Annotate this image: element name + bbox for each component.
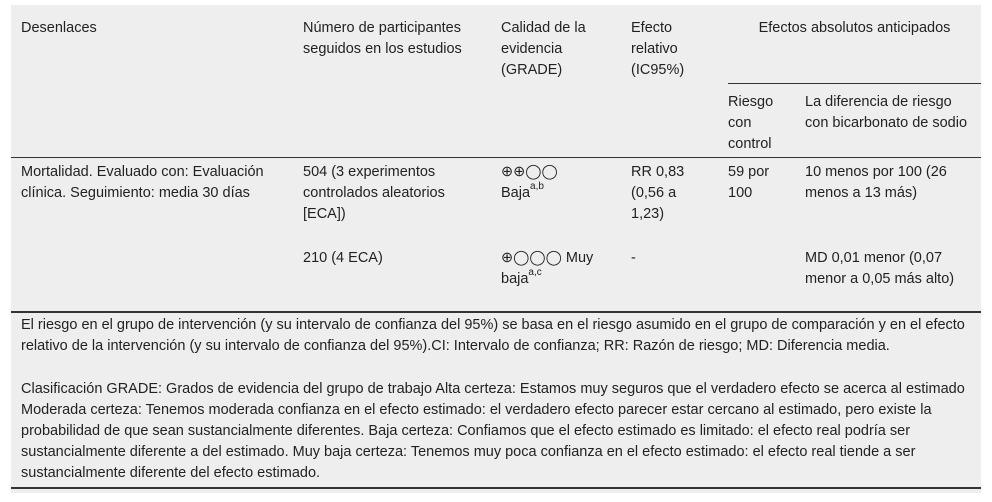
- header-outcomes: Desenlaces: [21, 20, 97, 36]
- row2-quality-label: Muy baja: [501, 250, 594, 287]
- subheader-divider: [728, 83, 981, 84]
- row1-quality-footnote: a,b: [530, 181, 544, 193]
- footnote-risk: El riesgo en el grupo de intervención (y su intervalo de confianza del 95%) se basa en el riesgo asumido en el grupo de comparación y en el efecto relativo de la intervención (y su intervalo de confianza del 95%).CI: Intervalo de confianza; RR: Razón de riesgo; MD: Diferencia media.: [21, 317, 965, 354]
- row2-participants: 210 (4 ECA): [303, 250, 383, 266]
- row1-relative-effect: RR 0,83 (0,56 a 1,23): [631, 164, 685, 222]
- header-quality: Calidad de la evidencia (GRADE): [501, 20, 586, 78]
- header-control-risk: Riesgo con control: [728, 94, 774, 152]
- row2-quality-footnote: a,c: [528, 267, 542, 279]
- header-relative-effect: Efecto relativo (IC95%): [631, 20, 685, 78]
- row1-risk-difference: 10 menos por 100 (26 menos a 13 más): [805, 164, 947, 201]
- row1-control-risk: 59 por 100: [728, 164, 770, 201]
- row1-outcome: Mortalidad. Evaluado con: Evaluación clínica. Seguimiento: media 30 días: [21, 164, 264, 201]
- row2-quality: [501, 248, 601, 290]
- footer-divider: [11, 487, 981, 489]
- header-participants: Número de participantes seguidos en los estudios: [303, 20, 462, 57]
- header-absolute-effects: Efectos absolutos anticipados: [758, 20, 951, 36]
- row1-quality: [501, 162, 611, 204]
- row1-participants: 504 (3 experimentos controlados aleatorios [ECA]): [303, 164, 445, 222]
- row2-risk-difference: MD 0,01 menor (0,07 menor a 0,05 más alto): [805, 250, 955, 287]
- header-divider: [11, 157, 981, 158]
- row1-quality-symbols: ⊕⊕◯◯: [501, 164, 558, 180]
- row1-quality-text: [501, 183, 611, 204]
- evidence-table: [11, 5, 981, 493]
- footnote-grade: Clasificación GRADE: Grados de evidencia del grupo de trabajo Alta certeza: Estamos muy seguros que el verdadero efecto se acerca al estimado Moderada certeza: Tenemos moderada confianza en el efecto estimado: el verdadero efecto parecer estar cercano al estimado, pero existe la probabilidad de que sean sustancialmente diferentes. Baja certeza: Confiamos que el efecto estimado es limitado: el efecto real podría ser sustancialmente diferente a del estimado. Muy baja certeza: Tenemos muy poca confianza en el efecto estimado: el efecto real tiende a ser sustancialmente diferente del efecto estimado.: [21, 381, 965, 481]
- row1-quality-label: Baja: [501, 185, 531, 201]
- body-divider: [11, 311, 981, 313]
- row2-quality-symbols: ⊕◯◯◯: [501, 250, 562, 266]
- row2-relative-effect: -: [631, 250, 636, 266]
- header-risk-difference: La diferencia de riesgo con bicarbonato de sodio: [805, 94, 968, 131]
